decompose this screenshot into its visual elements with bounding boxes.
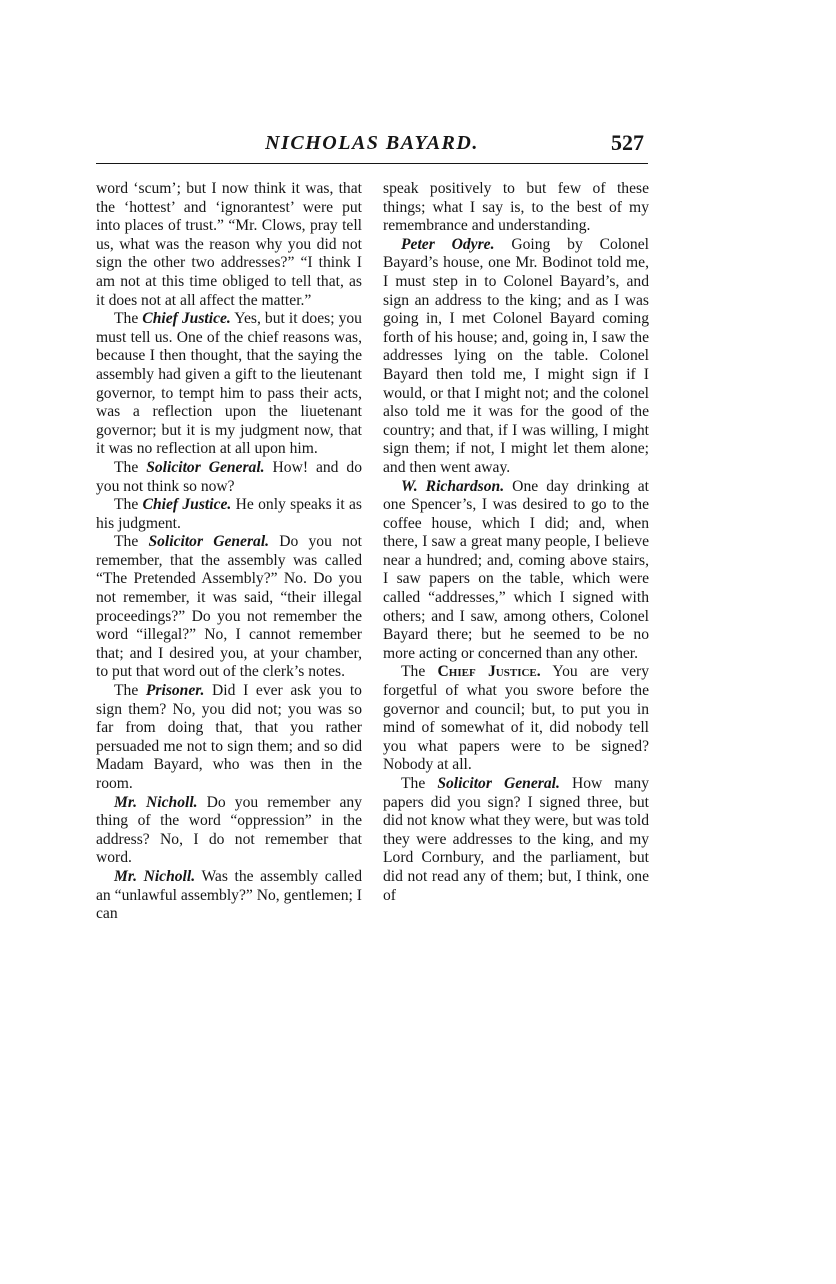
paragraph (96, 794, 362, 868)
paragraph (383, 663, 649, 775)
speaker-prefix: The (114, 458, 147, 476)
paragraph (96, 533, 362, 682)
paragraph-text: Did I ever ask you to sign them? No, you did not; you was so far from doing that, that you rather persuaded me not to sign them; and so did Madam Bayard, who was then in the room. (96, 682, 362, 792)
paragraph (96, 682, 362, 794)
speaker-name: Mr. Nicholl. (114, 867, 196, 885)
right-column (383, 180, 649, 905)
speaker-prefix: The (401, 663, 438, 681)
header-rule (96, 163, 648, 164)
speaker-prefix: The (114, 533, 149, 551)
paragraph-text: Going by Colonel Bayard’s house, one Mr. Bodinot told me, I must step in to Colonel Bayard’s, and sign an address to the king; and as I was going in, I met Colonel Bayard coming forth of his house; and, going in, I saw the addresses lying on the table. Colonel Bayard then told me, I might sign if I would, or that I might not; and the colonel also told me it was for the good of the country; and that, if I was willing, I might sign them; if not, I might let them alone; and then went away. (383, 235, 649, 476)
paragraph-text: How! and do you not think so now? (96, 458, 362, 495)
paragraph-text: He only speaks it as his judgment. (96, 496, 362, 532)
paragraph (96, 496, 362, 533)
paragraph-text: Do you remember any thing of the word “oppression” in the address? No, I do not remember that word. (96, 793, 363, 867)
speaker-prefix: The (114, 310, 143, 328)
paragraph-text: One day drinking at one Spencer’s, I was desired to go to the coffee house, which I did; and, when there, I saw a great many people, I believe near a hundred; and, coming above stairs, I saw papers on the table, which were called “addresses,” which I signed with others; and I saw, among others, Colonel Bayard there; but he seemed to be no more acting or concerned than any other. (383, 477, 649, 662)
running-head: NICHOLAS BAYARD. (265, 132, 479, 154)
paragraph (96, 868, 362, 924)
paragraph (383, 180, 649, 236)
page-number: 527 (611, 130, 644, 155)
paragraph (383, 478, 649, 664)
page-header (96, 130, 648, 162)
speaker-name: Mr. Nicholl. (114, 793, 198, 811)
paragraph (96, 180, 362, 310)
paragraph-text: You are very forgetful of what you swore before the governor and council; but, to put you in mind of somewhat of it, did nobody tell you what papers were to be signed? Nobody at all. (383, 663, 649, 774)
paragraph (383, 236, 649, 478)
paragraph (96, 459, 362, 496)
paragraph (96, 310, 362, 459)
speaker-name: Solicitor General. (148, 533, 270, 551)
paragraph-text: Do you not remember, that the assembly was called “The Pretended Assembly?” No. Do you not remember, it was said, “their illegal proceedings?” Do you not remember the word “illegal?” No, I cannot remember that; and I desired you, at your chamber, to put that word out of the clerk’s notes. (96, 533, 362, 681)
speaker-name: Chief Justice. (142, 310, 231, 328)
speaker-name: Chief Justice. (142, 496, 232, 514)
paragraph-text: speak positively to but few of these things; what I say is, to the best of my remembrance and understanding. (383, 180, 649, 235)
speaker-name: Solicitor General. (146, 458, 265, 476)
speaker-prefix: The (114, 496, 143, 514)
speaker-name: Chief Justice. (437, 663, 541, 681)
left-column (96, 180, 362, 924)
speaker-prefix: The (401, 775, 438, 792)
speaker-name: Prisoner. (145, 682, 205, 700)
speaker-prefix: The (114, 682, 146, 700)
speaker-name: Solicitor General. (437, 775, 560, 792)
paragraph-text: word ‘scum’; but I now think it was, that the ‘hottest’ and ‘ignorantest’ were put into places of trust.” “Mr. Clows, pray tell us, what was the reason why you did not sign the other two addresses?” “I think I am not at this time obliged to tell that, as it does not at all affect the matter.” (96, 180, 362, 309)
paragraph (383, 775, 649, 905)
paragraph-text: How many papers did you sign? I signed three, but did not know what they were, but was told they were addresses to the king, and my Lord Cornbury, and the parliament, but did not read any of them; but, I think, one of (383, 775, 649, 904)
speaker-name: W. Richardson. (401, 477, 505, 495)
paragraph-text: Was the assembly called an “unlawful assembly?” No, gentlemen; I can (96, 867, 362, 923)
speaker-name: Peter Odyre. (401, 235, 495, 253)
paragraph-text: Yes, but it does; you must tell us. One of the chief reasons was, because I then thought, that the saying the assembly had given a gift to the lieutenant governor, to tempt him to pass their acts, was a reflection upon the liuetenant governor; but it is my judgment now, that it was no reflection at all upon him. (96, 310, 362, 458)
